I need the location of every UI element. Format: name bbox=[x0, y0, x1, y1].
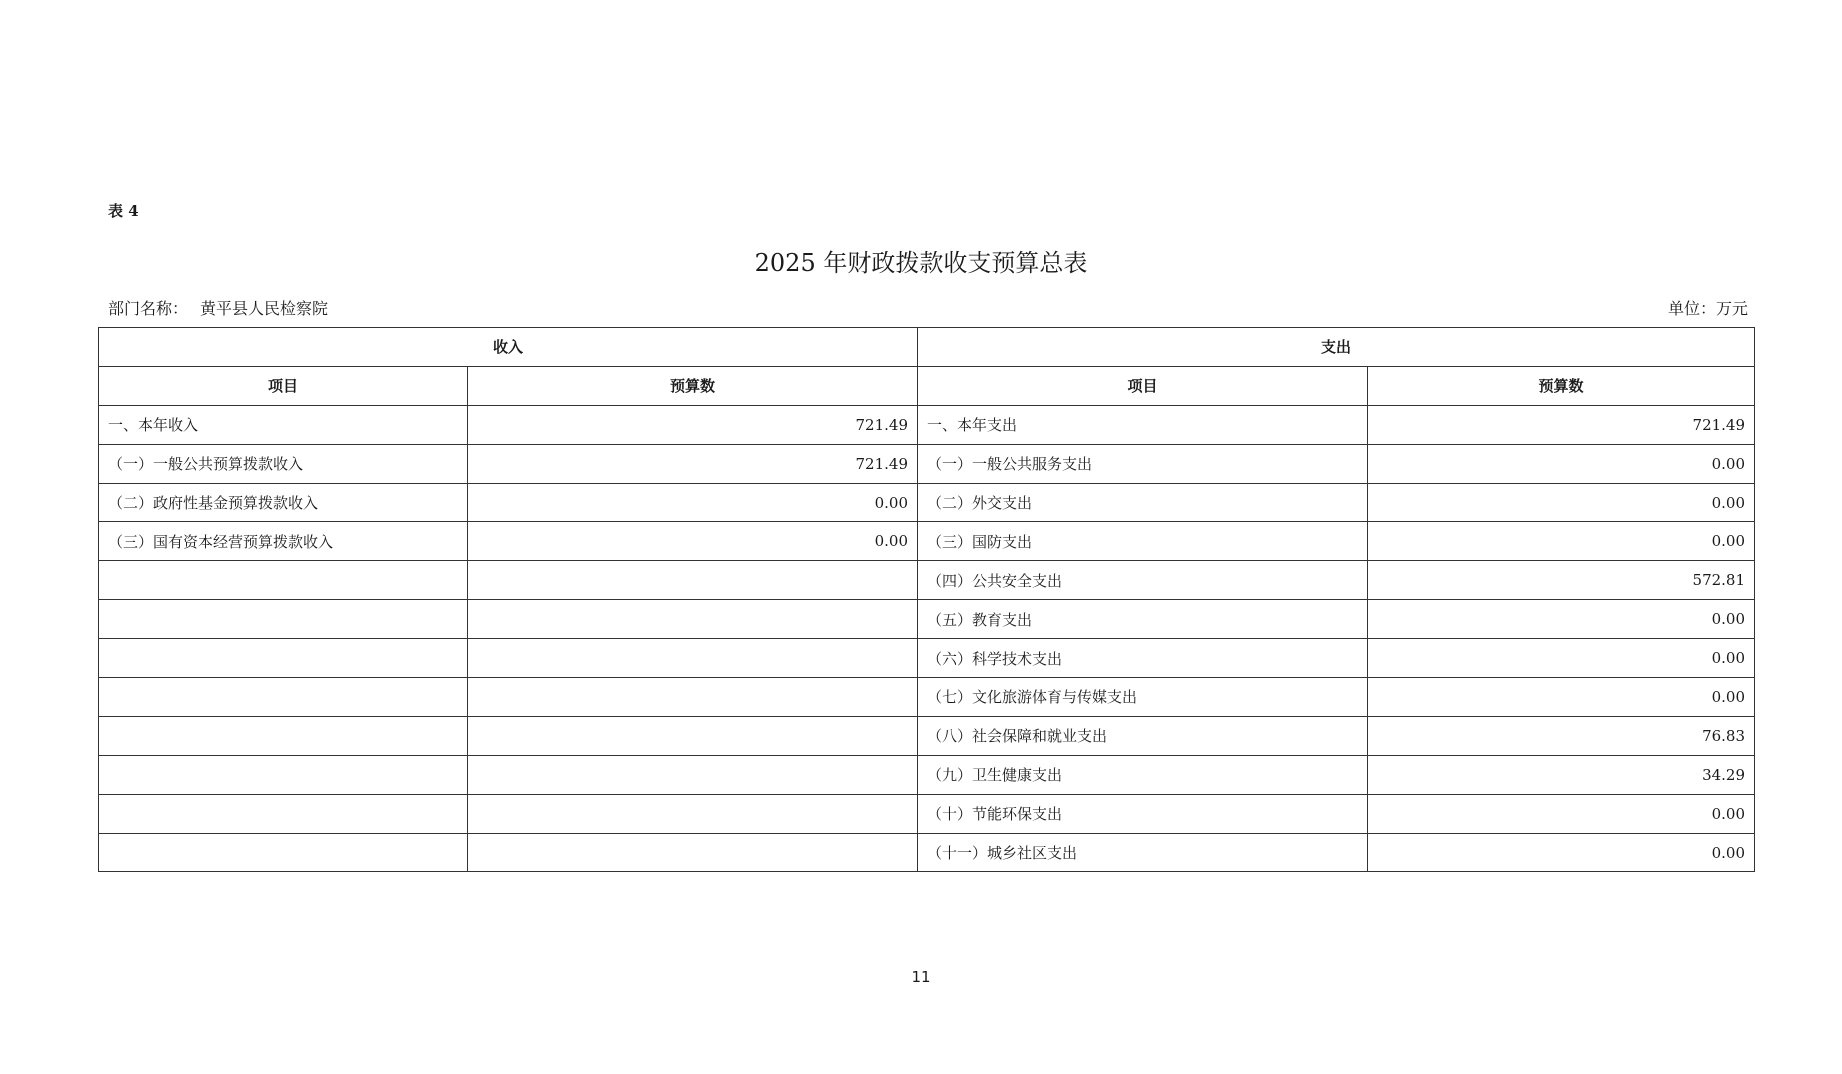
table-row bbox=[99, 639, 1755, 678]
table-row bbox=[99, 483, 1755, 522]
expense-amount-cell: 0.00 bbox=[1368, 522, 1755, 561]
income-amount-cell bbox=[468, 833, 918, 872]
income-item-cell: （二）政府性基金预算拨款收入 bbox=[99, 483, 468, 522]
income-item-cell: （三）国有资本经营预算拨款收入 bbox=[99, 522, 468, 561]
expense-item-cell: （二）外交支出 bbox=[918, 483, 1368, 522]
expense-group-header: 支出 bbox=[918, 328, 1755, 367]
group-header-row bbox=[99, 328, 1755, 367]
expense-amount-cell: 721.49 bbox=[1368, 405, 1755, 444]
page-number: 11 bbox=[911, 968, 931, 986]
income-amount-cell bbox=[468, 678, 918, 717]
income-amount-cell: 0.00 bbox=[468, 483, 918, 522]
expense-item-cell: （四）公共安全支出 bbox=[918, 561, 1368, 600]
expense-item-cell: （十一）城乡社区支出 bbox=[918, 833, 1368, 872]
income-group-header: 收入 bbox=[99, 328, 918, 367]
income-amount-cell: 721.49 bbox=[468, 405, 918, 444]
income-item-cell bbox=[99, 639, 468, 678]
expense-amount-cell: 0.00 bbox=[1368, 483, 1755, 522]
expense-amount-cell: 572.81 bbox=[1368, 561, 1755, 600]
income-item-cell bbox=[99, 561, 468, 600]
income-amount-cell bbox=[468, 794, 918, 833]
income-item-cell bbox=[99, 794, 468, 833]
income-item-cell bbox=[99, 716, 468, 755]
table-row bbox=[99, 522, 1755, 561]
income-item-cell: 一、本年收入 bbox=[99, 405, 468, 444]
table-row bbox=[99, 833, 1755, 872]
expense-item-cell: （三）国防支出 bbox=[918, 522, 1368, 561]
income-amount-cell bbox=[468, 755, 918, 794]
budget-table bbox=[98, 327, 1755, 872]
expense-item-cell: 一、本年支出 bbox=[918, 405, 1368, 444]
expense-item-cell: （十）节能环保支出 bbox=[918, 794, 1368, 833]
expense-amount-cell: 0.00 bbox=[1368, 833, 1755, 872]
expense-amount-cell: 0.00 bbox=[1368, 600, 1755, 639]
department-line bbox=[108, 296, 328, 319]
table-row bbox=[99, 755, 1755, 794]
income-amount-cell: 0.00 bbox=[468, 522, 918, 561]
income-item-cell bbox=[99, 755, 468, 794]
department-label: 部门名称： bbox=[108, 299, 189, 318]
expense-item-cell: （六）科学技术支出 bbox=[918, 639, 1368, 678]
page-title: 2025 年财政拨款收支预算总表 bbox=[754, 249, 1088, 277]
expense-item-cell: （一）一般公共服务支出 bbox=[918, 444, 1368, 483]
department-name: 黄平县人民检察院 bbox=[200, 299, 329, 318]
income-item-cell: （一）一般公共预算拨款收入 bbox=[99, 444, 468, 483]
unit-label: 单位：万元 bbox=[1667, 299, 1748, 318]
expense-amount-cell: 0.00 bbox=[1368, 639, 1755, 678]
income-amount-cell bbox=[468, 600, 918, 639]
expense-amount-cell: 0.00 bbox=[1368, 794, 1755, 833]
income-amount-cell: 721.49 bbox=[468, 444, 918, 483]
table-row bbox=[99, 600, 1755, 639]
table-row bbox=[99, 716, 1755, 755]
expense-item-header: 项目 bbox=[918, 366, 1368, 405]
table-row bbox=[99, 678, 1755, 717]
income-item-header: 项目 bbox=[99, 366, 468, 405]
income-amount-cell bbox=[468, 639, 918, 678]
expense-item-cell: （八）社会保障和就业支出 bbox=[918, 716, 1368, 755]
expense-amount-header: 预算数 bbox=[1368, 366, 1755, 405]
column-header-row bbox=[99, 366, 1755, 405]
table-row bbox=[99, 405, 1755, 444]
table-label: 表 4 bbox=[108, 202, 139, 220]
income-amount-cell bbox=[468, 561, 918, 600]
income-amount-cell bbox=[468, 716, 918, 755]
expense-item-cell: （七）文化旅游体育与传媒支出 bbox=[918, 678, 1368, 717]
expense-amount-cell: 34.29 bbox=[1368, 755, 1755, 794]
table-row bbox=[99, 444, 1755, 483]
income-amount-header: 预算数 bbox=[468, 366, 918, 405]
table-row bbox=[99, 561, 1755, 600]
expense-item-cell: （五）教育支出 bbox=[918, 600, 1368, 639]
income-item-cell bbox=[99, 678, 468, 717]
table-row bbox=[99, 794, 1755, 833]
expense-amount-cell: 0.00 bbox=[1368, 678, 1755, 717]
income-item-cell bbox=[99, 833, 468, 872]
income-item-cell bbox=[99, 600, 468, 639]
expense-amount-cell: 76.83 bbox=[1368, 716, 1755, 755]
expense-amount-cell: 0.00 bbox=[1368, 444, 1755, 483]
expense-item-cell: （九）卫生健康支出 bbox=[918, 755, 1368, 794]
